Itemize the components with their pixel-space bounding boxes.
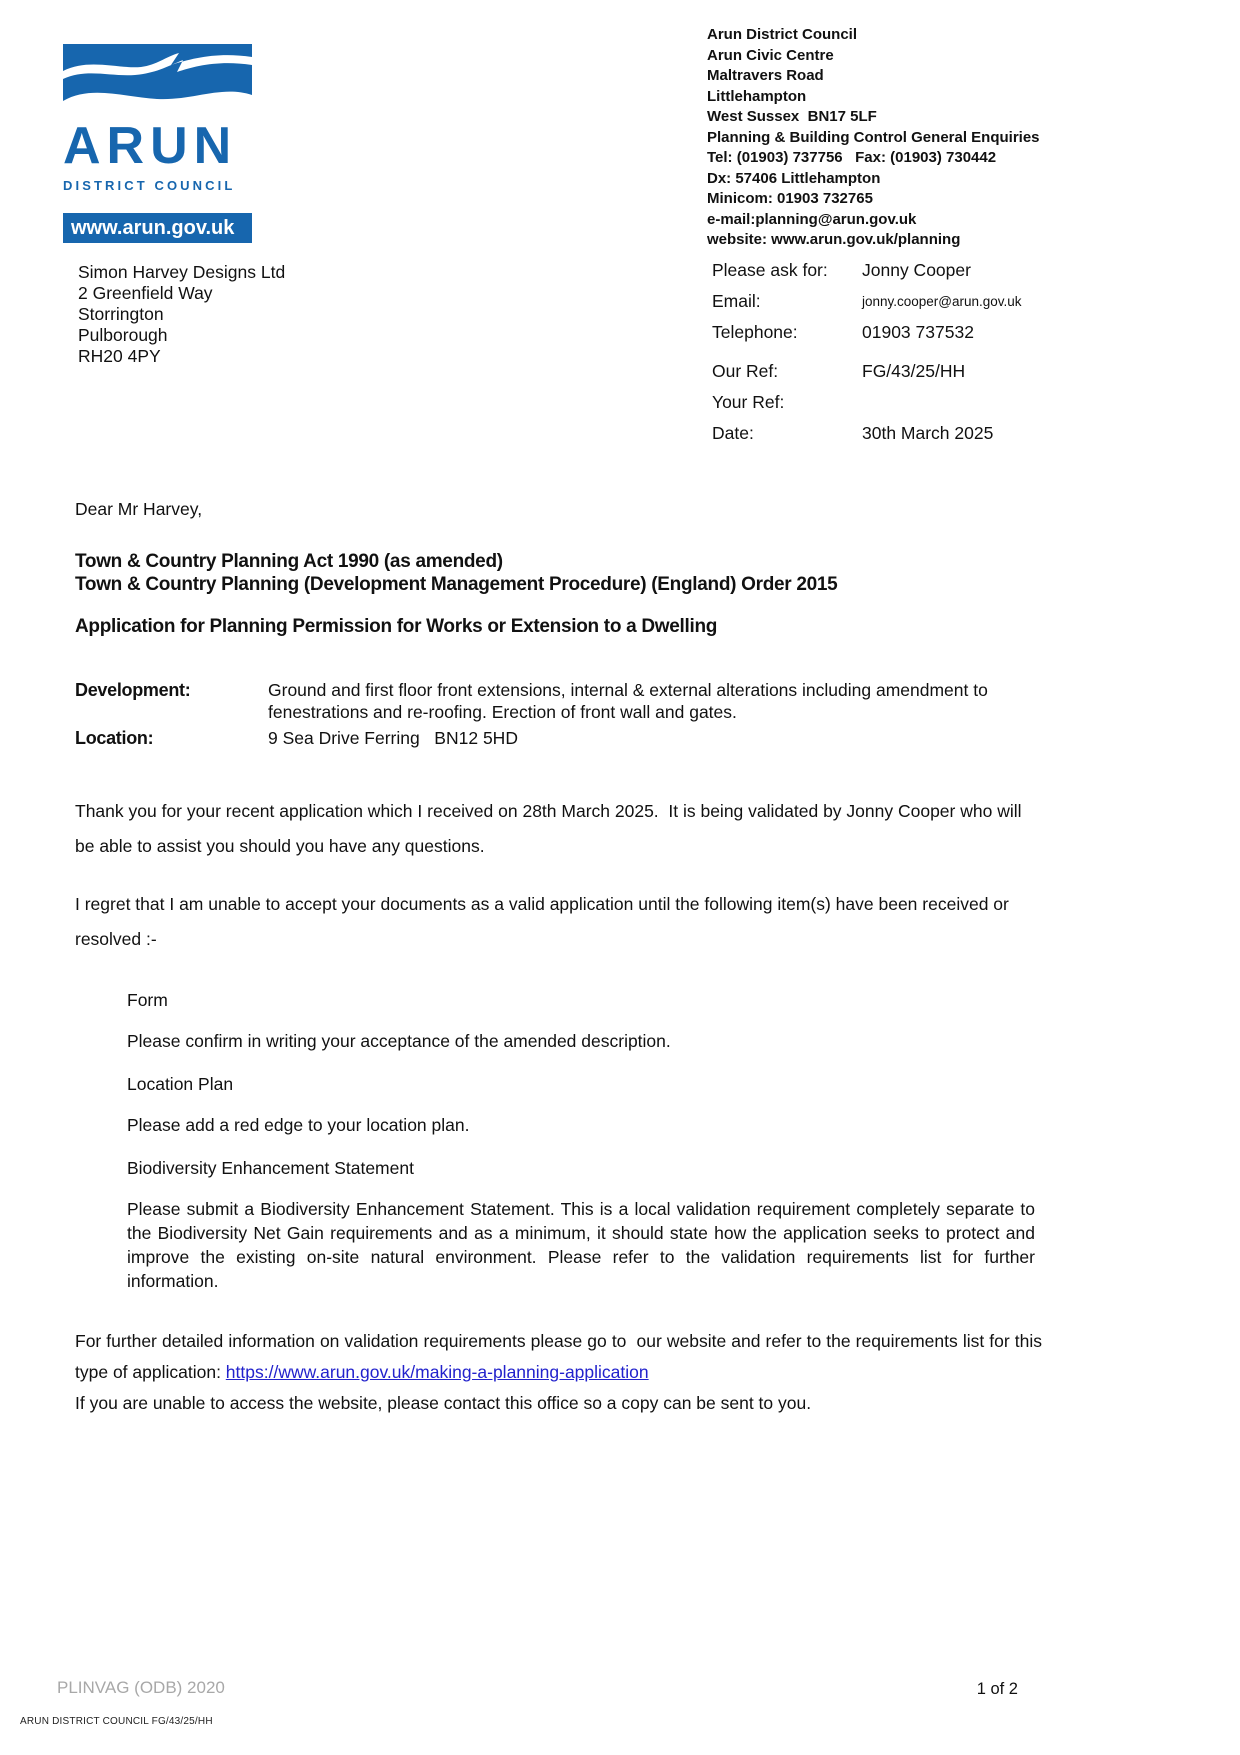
contact-label: Date: (712, 423, 754, 443)
council-line: Littlehampton (707, 87, 807, 105)
item-heading-location-plan: Location Plan (127, 1074, 234, 1094)
council-line: Maltravers Road (707, 67, 824, 84)
act-heading (75, 551, 1042, 596)
closing-paragraph (75, 1326, 1047, 1419)
contact-label: Email: (712, 291, 761, 311)
development-location-table (75, 679, 1042, 749)
contact-row-date (712, 423, 1192, 444)
location-row (75, 727, 1042, 749)
application-heading: Application for Planning Permission for Works or Extension to a Dwelling (75, 616, 718, 637)
contact-label: Telephone: (712, 322, 798, 342)
contact-value: Jonny Cooper (862, 260, 971, 280)
recipient-address-block (78, 262, 285, 367)
contact-row-email (712, 291, 1192, 312)
logo-acronym: ARUN (63, 117, 238, 175)
gull-waves-icon (63, 44, 252, 116)
council-line: West Sussex BN17 5LF (707, 108, 877, 125)
council-line: Arun District Council (707, 26, 858, 43)
contact-row-your-ref (712, 392, 1192, 413)
council-line: Planning & Building Control General Enquiries (707, 128, 1040, 146)
contact-label: Our Ref: (712, 361, 779, 381)
contact-label: Please ask for: (712, 260, 828, 280)
act-line-1: Town & Country Planning Act 1990 (as amended) (75, 551, 503, 572)
recipient-line: Pulborough (78, 325, 168, 345)
salutation: Dear Mr Harvey, (75, 499, 203, 519)
logo-website-bar: www.arun.gov.uk (63, 213, 252, 243)
recipient-line: RH20 4PY (78, 346, 161, 366)
required-items-list (127, 989, 1042, 1293)
item-text-biodiversity: Please submit a Biodiversity Enhancement Statement. This is a local validation requirement completely separate to the Biodiversity Net Gain requirements and as a minimum, it should state how the application seeks to protect and improve the existing on-site natural environment. Please refer to the validation requirements list for further information. (127, 1199, 1035, 1291)
item-text-form: Please confirm in writing your acceptance of the amended description. (127, 1031, 671, 1051)
paragraph-thanks: Thank you for your recent application which I received on 28th March 2025. It is being validated by Jonny Cooper who will be able to assist you should you have any questions. (75, 801, 1027, 856)
item-heading-form: Form (127, 990, 168, 1010)
development-row (75, 679, 1042, 723)
council-address-block (707, 25, 1127, 251)
council-line: Arun Civic Centre (707, 46, 834, 64)
development-value: Ground and first floor front extensions, internal & external alterations including amendment to fenestrations and re-roofing. Erection of front wall and gates. (268, 680, 993, 722)
logo-subtitle: DISTRICT COUNCIL (63, 178, 236, 193)
contact-value: FG/43/25/HH (862, 361, 966, 381)
paragraph-regret: I regret that I am unable to accept your documents as a valid application until the following item(s) have been received or resolved :- (75, 894, 1014, 949)
contact-row-our-ref (712, 361, 1192, 382)
arun-logo (63, 44, 252, 243)
closing-text-before: For further detailed information on validation requirements please go to our website and refer to the requirements list for this type of application: (75, 1331, 1047, 1382)
footer-form-code: PLINVAG (ODB) 2020 (57, 1678, 225, 1697)
contact-value: jonny.cooper@arun.gov.uk (862, 294, 1022, 309)
location-label: Location: (75, 728, 154, 748)
act-line-2: Town & Country Planning (Development Management Procedure) (England) Order 2015 (75, 573, 838, 595)
recipient-line: Storrington (78, 304, 164, 324)
item-heading-biodiversity: Biodiversity Enhancement Statement (127, 1158, 414, 1178)
council-line: website: www.arun.gov.uk/planning (707, 231, 961, 248)
recipient-line: Simon Harvey Designs Ltd (78, 262, 286, 282)
item-text-location-plan: Please add a red edge to your location plan. (127, 1115, 470, 1135)
contact-details-block (712, 260, 1192, 454)
letter-body (75, 498, 1047, 1437)
contact-value: 01903 737532 (862, 322, 974, 342)
recipient-line: 2 Greenfield Way (78, 283, 213, 303)
contact-row-telephone (712, 322, 1192, 343)
closing-text-after: If you are unable to access the website, please contact this office so a copy can be sent to you. (75, 1393, 812, 1413)
location-value: 9 Sea Drive Ferring BN12 5HD (268, 728, 518, 748)
council-line: Minicom: 01903 732765 (707, 190, 873, 207)
council-line: Tel: (01903) 737756 Fax: (01903) 730442 (707, 149, 997, 166)
footer-doc-ref: ARUN DISTRICT COUNCIL FG/43/25/HH (20, 1716, 213, 1727)
contact-label: Your Ref: (712, 392, 785, 412)
council-line: e-mail:planning@arun.gov.uk (707, 210, 917, 228)
validation-requirements-link[interactable]: https://www.arun.gov.uk/making-a-planning-application (225, 1362, 649, 1382)
council-line: Dx: 57406 Littlehampton (707, 169, 881, 187)
footer-page-number: 1 of 2 (976, 1680, 1018, 1698)
development-label: Development: (75, 680, 191, 700)
contact-value: 30th March 2025 (862, 423, 994, 443)
contact-row-ask-for (712, 260, 1192, 281)
